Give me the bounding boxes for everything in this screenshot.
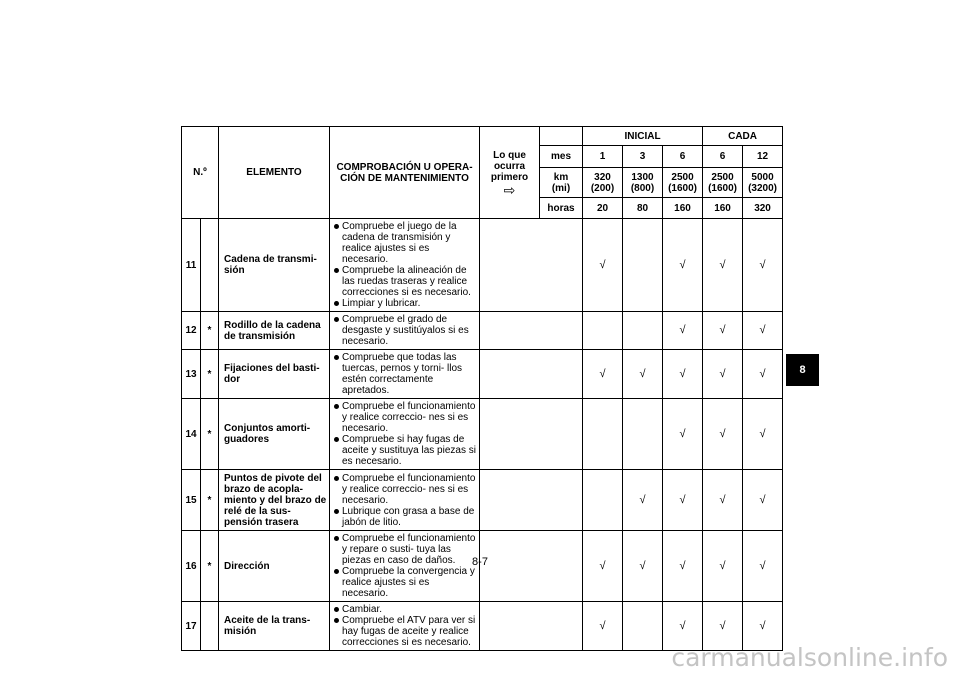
check-item: Compruebe el funcionamiento y repare o susti- tuya las piezas en caso de daños. <box>333 533 476 566</box>
check-mark: √ <box>583 350 623 399</box>
check-item: Compruebe el grado de desgaste y sustitúyalos si es necesario. <box>333 314 476 347</box>
row-asterisk: * <box>201 470 219 531</box>
interval-value: 80 <box>623 198 663 219</box>
check-item: Limpiar y lubricar. <box>333 298 476 309</box>
check-mark: √ <box>703 470 743 531</box>
check-mark: √ <box>703 399 743 470</box>
check-mark <box>623 399 663 470</box>
check-mark: √ <box>743 602 783 651</box>
interval-value: 1300 (800) <box>623 168 663 198</box>
check-item: Compruebe el funcionamiento y realice correccio- nes si es necesario. <box>333 473 476 506</box>
check-list <box>333 221 476 309</box>
unit-label: mes <box>540 146 583 168</box>
page-number: 8-7 <box>472 556 488 568</box>
check-list <box>333 473 476 528</box>
header-no: N.º <box>182 127 219 219</box>
unit-label: horas <box>540 198 583 219</box>
interval-value: 5000 (3200) <box>743 168 783 198</box>
check-mark: √ <box>583 602 623 651</box>
table-row <box>182 399 783 470</box>
row-number: 17 <box>182 602 201 651</box>
table-row <box>182 312 783 350</box>
interval-value: 2500 (1600) <box>663 168 703 198</box>
check-mark <box>583 399 623 470</box>
header-every: CADA <box>703 127 783 146</box>
header-first <box>480 127 540 219</box>
check-mark: √ <box>663 219 703 312</box>
row-asterisk: * <box>201 399 219 470</box>
row-asterisk <box>201 219 219 312</box>
check-item: Compruebe el ATV para ver si hay fugas de aceite y realice correcciones si es necesario. <box>333 615 476 648</box>
interval-value: 320 <box>743 198 783 219</box>
check-list <box>333 604 476 648</box>
interval-value: 6 <box>703 146 743 168</box>
check-mark: √ <box>703 531 743 602</box>
check-mark: √ <box>663 399 703 470</box>
check-mark: √ <box>623 470 663 531</box>
first-column-cell <box>480 470 583 531</box>
first-column-cell <box>480 602 583 651</box>
section-tab: 8 <box>786 354 819 386</box>
row-element: Puntos de pivote del brazo de acopla- miento y del brazo de relé de la sus- pensión trasera <box>219 470 330 531</box>
arrow-right-icon: ⇨ <box>503 181 516 198</box>
interval-value: 160 <box>703 198 743 219</box>
row-asterisk: * <box>201 531 219 602</box>
check-item: Compruebe la convergencia y realice ajustes si es necesario. <box>333 566 476 599</box>
check-mark <box>623 312 663 350</box>
header-check-line2: CIÓN DE MANTENIMIENTO <box>340 172 469 184</box>
row-checks <box>330 350 480 399</box>
row-element: Rodillo de la cadena de transmisión <box>219 312 330 350</box>
row-checks <box>330 219 480 312</box>
check-item: Compruebe si hay fugas de aceite y sustituya las piezas si es necesario. <box>333 434 476 467</box>
row-number: 13 <box>182 350 201 399</box>
row-number: 16 <box>182 531 201 602</box>
table-row <box>182 219 783 312</box>
check-mark: √ <box>663 470 703 531</box>
interval-value: 12 <box>743 146 783 168</box>
interval-value: 20 <box>583 198 623 219</box>
check-mark: √ <box>743 350 783 399</box>
row-number: 14 <box>182 399 201 470</box>
check-list <box>333 401 476 467</box>
check-mark: √ <box>743 312 783 350</box>
interval-value: 1 <box>583 146 623 168</box>
row-element: Fijaciones del basti- dor <box>219 350 330 399</box>
table-row <box>182 350 783 399</box>
check-mark: √ <box>663 531 703 602</box>
check-mark: √ <box>743 219 783 312</box>
check-mark: √ <box>623 350 663 399</box>
row-number: 12 <box>182 312 201 350</box>
table-header <box>182 127 783 219</box>
table-row <box>182 470 783 531</box>
check-mark <box>623 602 663 651</box>
check-list <box>333 314 476 347</box>
check-mark: √ <box>663 312 703 350</box>
row-asterisk <box>201 602 219 651</box>
interval-value: 3 <box>623 146 663 168</box>
check-mark: √ <box>583 531 623 602</box>
first-column-cell <box>480 312 583 350</box>
header-check <box>330 127 480 219</box>
check-item: Cambiar. <box>333 604 476 615</box>
check-mark <box>583 470 623 531</box>
row-element: Conjuntos amorti- guadores <box>219 399 330 470</box>
row-checks <box>330 602 480 651</box>
unit-label: km (mi) <box>540 168 583 198</box>
check-mark: √ <box>583 219 623 312</box>
check-mark <box>623 219 663 312</box>
interval-value: 6 <box>663 146 703 168</box>
interval-value: 160 <box>663 198 703 219</box>
first-column-cell <box>480 219 583 312</box>
check-mark: √ <box>623 531 663 602</box>
row-checks <box>330 399 480 470</box>
check-item: Compruebe el funcionamiento y realice correccio- nes si es necesario. <box>333 401 476 434</box>
check-item: Compruebe la alineación de las ruedas traseras y realice correcciones si es necesario. <box>333 265 476 298</box>
check-mark: √ <box>743 470 783 531</box>
first-column-cell <box>480 350 583 399</box>
row-element: Aceite de la trans- misión <box>219 602 330 651</box>
check-mark: √ <box>663 350 703 399</box>
row-element: Cadena de transmi- sión <box>219 219 330 312</box>
table-body <box>182 219 783 651</box>
interval-value: 2500 (1600) <box>703 168 743 198</box>
check-item: Compruebe el juego de la cadena de transmisión y realice ajustes si es necesario. <box>333 221 476 265</box>
header-first-label: Lo que ocurra primero <box>490 149 529 183</box>
row-checks <box>330 312 480 350</box>
row-element: Dirección <box>219 531 330 602</box>
watermark: carmanualsonline.info <box>671 643 948 672</box>
header-initial: INICIAL <box>583 127 703 146</box>
check-mark <box>583 312 623 350</box>
row-number: 11 <box>182 219 201 312</box>
check-mark: √ <box>743 399 783 470</box>
row-asterisk: * <box>201 312 219 350</box>
check-mark: √ <box>703 312 743 350</box>
interval-value: 320 (200) <box>583 168 623 198</box>
check-mark: √ <box>743 531 783 602</box>
check-mark: √ <box>663 602 703 651</box>
check-mark: √ <box>703 602 743 651</box>
row-number: 15 <box>182 470 201 531</box>
check-item: Lubrique con grasa a base de jabón de litio. <box>333 506 476 528</box>
check-item: Compruebe que todas las tuercas, pernos y torni- llos estén correctamente apretados. <box>333 352 476 396</box>
row-asterisk: * <box>201 350 219 399</box>
check-list <box>333 352 476 396</box>
first-column-cell <box>480 399 583 470</box>
header-element: ELEMENTO <box>219 127 330 219</box>
check-mark: √ <box>703 219 743 312</box>
row-checks <box>330 470 480 531</box>
header-check-line1: COMPROBACIÓN U OPERA- <box>336 161 473 173</box>
maintenance-table <box>181 126 783 651</box>
check-mark: √ <box>703 350 743 399</box>
